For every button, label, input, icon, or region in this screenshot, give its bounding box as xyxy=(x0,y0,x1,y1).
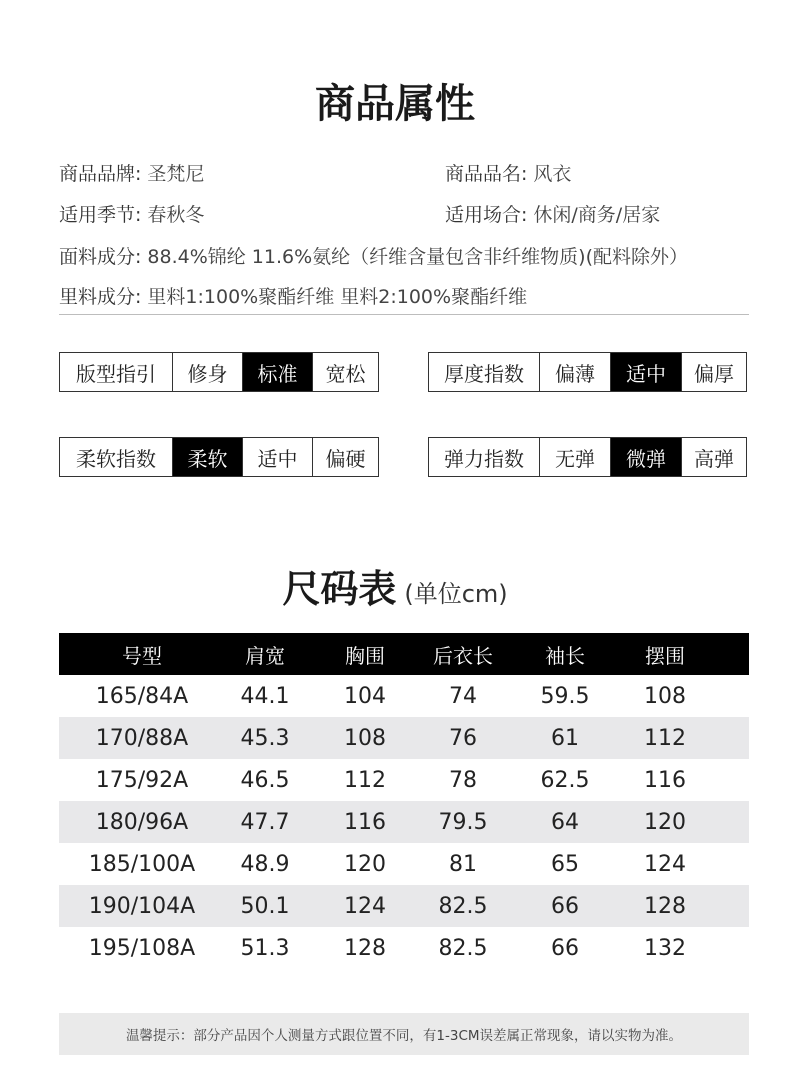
attr-season-key: 适用季节: xyxy=(59,204,142,226)
cell-model: 195/108A xyxy=(88,935,196,961)
scale-softness-option-2: 适中 xyxy=(242,438,312,476)
attr-brand-value: 圣梵尼 xyxy=(147,163,205,185)
cell-shoulder: 46.5 xyxy=(240,767,290,793)
cell-back-length: 82.5 xyxy=(438,935,488,961)
size-chart-unit: (单位cm) xyxy=(404,580,508,608)
table-row xyxy=(59,717,749,759)
cell-model: 175/92A xyxy=(95,767,189,793)
header-sleeve: 袖长 xyxy=(545,643,585,668)
cell-sleeve: 59.5 xyxy=(540,683,590,709)
attr-lining-key: 里料成分: xyxy=(59,286,142,308)
cell-back-length: 78 xyxy=(449,767,477,793)
cell-hem: 128 xyxy=(644,893,686,919)
attr-fabric-key: 面料成分: xyxy=(59,246,142,268)
size-table-body xyxy=(59,675,749,969)
cell-chest: 116 xyxy=(344,809,386,835)
table-row xyxy=(59,801,749,843)
scale-softness xyxy=(59,437,379,477)
cell-model: 165/84A xyxy=(95,683,189,709)
cell-back-length: 74 xyxy=(449,683,477,709)
scale-elasticity-option-2: 微弹 xyxy=(610,438,681,476)
table-row xyxy=(59,675,749,717)
size-chart-title xyxy=(0,558,790,613)
size-table xyxy=(59,633,749,969)
attr-season-value: 春秋冬 xyxy=(147,204,205,226)
cell-model: 185/100A xyxy=(88,851,196,877)
cell-hem: 116 xyxy=(644,767,686,793)
table-row xyxy=(59,759,749,801)
attr-lining-value: 里料1:100%聚酯纤维 里料2:100%聚酯纤维 xyxy=(147,286,528,308)
scale-thickness-option-2: 适中 xyxy=(610,353,681,391)
header-shoulder: 肩宽 xyxy=(245,643,285,668)
cell-sleeve: 66 xyxy=(551,935,579,961)
cell-hem: 132 xyxy=(644,935,686,961)
cell-chest: 112 xyxy=(344,767,386,793)
cell-back-length: 79.5 xyxy=(438,809,488,835)
cell-back-length: 81 xyxy=(449,851,477,877)
cell-back-length: 76 xyxy=(449,725,477,751)
header-hem: 摆围 xyxy=(645,643,685,668)
table-row xyxy=(59,843,749,885)
cell-chest: 104 xyxy=(344,683,386,709)
attr-fabric xyxy=(59,242,688,269)
scale-elasticity-option-3: 高弹 xyxy=(681,438,746,476)
cell-model: 180/96A xyxy=(95,809,189,835)
cell-shoulder: 44.1 xyxy=(240,683,290,709)
scale-softness-option-3: 偏硬 xyxy=(312,438,378,476)
attr-occasion xyxy=(445,200,660,227)
cell-sleeve: 65 xyxy=(551,851,579,877)
scale-thickness-label: 厚度指数 xyxy=(444,361,524,386)
scale-thickness-option-3: 偏厚 xyxy=(681,353,746,391)
attr-lining xyxy=(59,282,527,309)
header-model: 号型 xyxy=(122,643,162,668)
cell-sleeve: 66 xyxy=(551,893,579,919)
attr-name xyxy=(445,159,571,186)
table-row xyxy=(59,927,749,969)
attributes-divider xyxy=(59,314,749,315)
cell-hem: 120 xyxy=(644,809,686,835)
attr-brand-key: 商品品牌: xyxy=(59,163,142,185)
scale-elasticity-option-1: 无弹 xyxy=(539,438,610,476)
tip-note: 温馨提示：部分产品因个人测量方式跟位置不同，有1-3CM误差属正常现象，请以实物为准。 xyxy=(59,1013,749,1055)
cell-model: 190/104A xyxy=(88,893,196,919)
attr-occasion-key: 适用场合: xyxy=(445,204,528,226)
attr-brand xyxy=(59,159,204,186)
scale-fit-label: 版型指引 xyxy=(76,361,156,386)
size-table-header xyxy=(59,633,749,675)
cell-shoulder: 50.1 xyxy=(240,893,290,919)
scale-thickness-option-1: 偏薄 xyxy=(539,353,610,391)
scale-fit-option-1: 修身 xyxy=(172,353,242,391)
cell-shoulder: 47.7 xyxy=(240,809,290,835)
cell-chest: 108 xyxy=(344,725,386,751)
attr-name-value: 风衣 xyxy=(533,163,572,185)
scale-softness-option-1: 柔软 xyxy=(172,438,242,476)
cell-sleeve: 61 xyxy=(551,725,579,751)
scale-fit-option-3: 宽松 xyxy=(312,353,378,391)
scale-elasticity xyxy=(428,437,747,477)
scale-softness-label: 柔软指数 xyxy=(76,446,156,471)
cell-shoulder: 51.3 xyxy=(240,935,290,961)
cell-hem: 124 xyxy=(644,851,686,877)
cell-chest: 128 xyxy=(344,935,386,961)
cell-shoulder: 48.9 xyxy=(240,851,290,877)
cell-sleeve: 64 xyxy=(551,809,579,835)
cell-model: 170/88A xyxy=(95,725,189,751)
scale-fit-option-2: 标准 xyxy=(242,353,312,391)
attr-fabric-value: 88.4%锦纶 11.6%氨纶（纤维含量包含非纤维物质)(配料除外） xyxy=(147,246,688,268)
attr-season xyxy=(59,200,204,227)
size-chart-title-text: 尺码表 xyxy=(282,567,397,611)
cell-shoulder: 45.3 xyxy=(240,725,290,751)
attributes-title: 商品属性 xyxy=(315,81,475,127)
table-row xyxy=(59,885,749,927)
attr-occasion-value: 休闲/商务/居家 xyxy=(533,204,661,226)
cell-chest: 120 xyxy=(344,851,386,877)
cell-hem: 108 xyxy=(644,683,686,709)
cell-back-length: 82.5 xyxy=(438,893,488,919)
attr-name-key: 商品品名: xyxy=(445,163,528,185)
cell-hem: 112 xyxy=(644,725,686,751)
header-back-length: 后衣长 xyxy=(433,643,493,668)
cell-sleeve: 62.5 xyxy=(540,767,590,793)
scale-fit xyxy=(59,352,379,392)
cell-chest: 124 xyxy=(344,893,386,919)
scale-thickness xyxy=(428,352,747,392)
scale-elasticity-label: 弹力指数 xyxy=(444,446,524,471)
header-chest: 胸围 xyxy=(345,643,385,668)
